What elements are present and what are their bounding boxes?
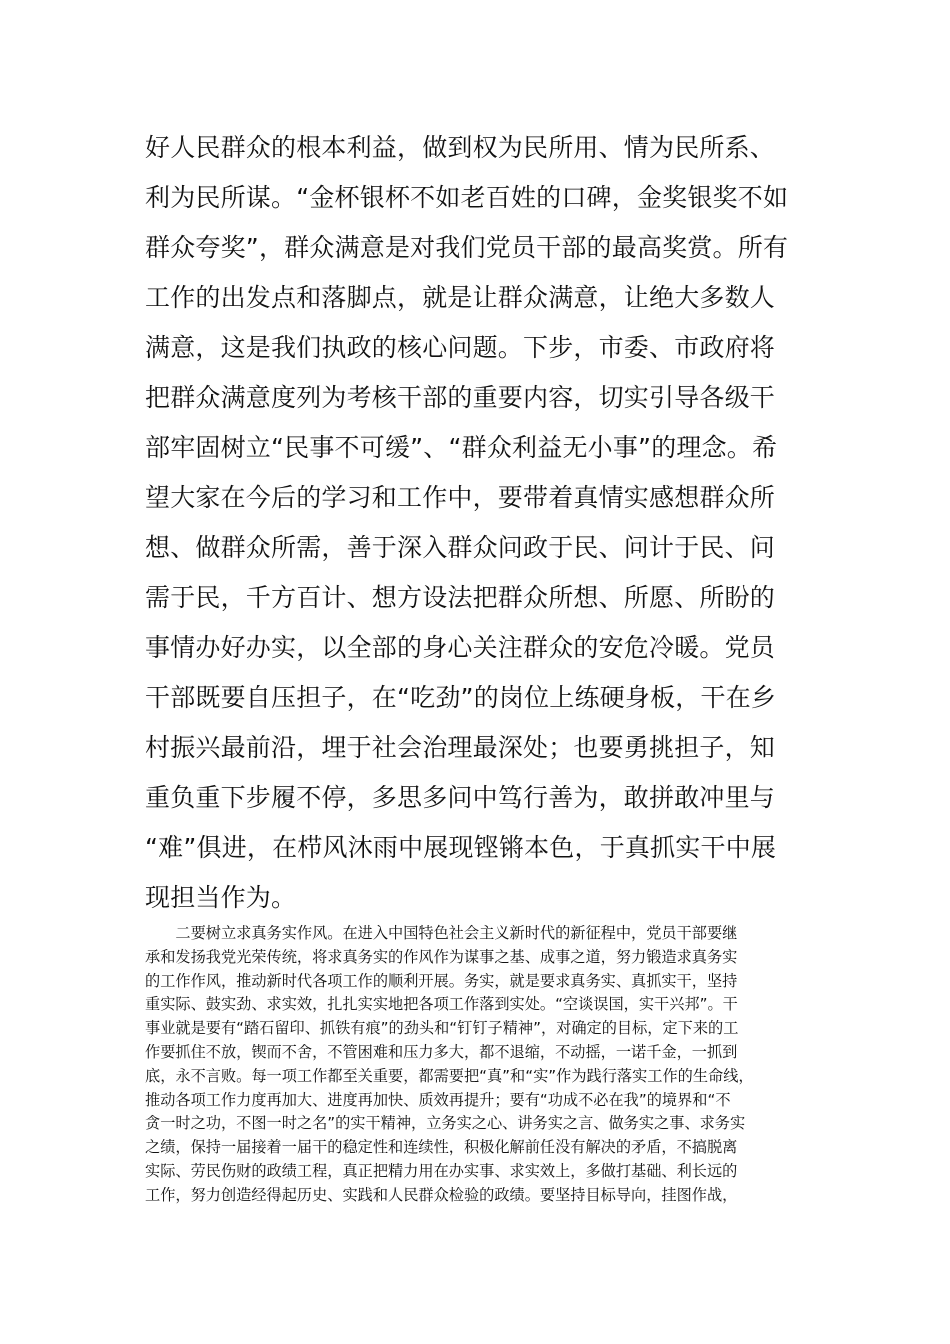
text-line: 想、做群众所需，善于深入群众问政于民、问计于民、问	[145, 533, 776, 562]
text-line: 作要抓住不放，锲而不舍，不管困难和压力多大，都不退缩，不动摇，一诺千金，一抓到	[145, 1042, 738, 1061]
text-line: 事业就是要有“踏石留印、抓铁有痕”的劲头和“钉钉子精神”，对确定的目标，定下来的工	[145, 1019, 739, 1038]
text-line: 利为民所谋。“金杯银杯不如老百姓的口碑，金奖银奖不如	[145, 183, 789, 212]
text-line: 现担当作为。	[145, 883, 297, 912]
text-line: 重实际、鼓实劲、求实效，扎扎实实地把各项工作落到实处。“空谈误国，实干兴邦”。干	[145, 995, 738, 1014]
text-line: “难”俱进，在栉风沐雨中展现铿锵本色，于真抓实干中展	[145, 833, 777, 862]
text-line: 承和发扬我党光荣传统，将求真务实的作风作为谋事之基、成事之道，努力锻造求真务实	[145, 947, 738, 966]
text-line: 满意，这是我们执政的核心问题。下步，市委、市政府将	[145, 333, 776, 362]
text-line: 重负重下步履不停，多思多问中笃行善为，敢拼敢冲里与	[145, 783, 776, 812]
text-line: 工作的出发点和落脚点，就是让群众满意，让绝大多数人	[145, 283, 776, 312]
text-line: 部牢固树立“民事不可缓”、“群众利益无小事”的理念。希	[145, 433, 778, 462]
text-line: 群众夸奖”，群众满意是对我们党员干部的最高奖赏。所有	[145, 233, 789, 262]
text-line: 好人民群众的根本利益，做到权为民所用、情为民所系、	[145, 133, 776, 162]
text-line: 推动各项工作力度再加大、进度再加快、质效再提升；要有“功成不必在我”的境界和“不	[145, 1090, 731, 1109]
text-line: 事情办好办实，以全部的身心关注群众的安危冷暖。党员	[145, 633, 776, 662]
text-line: 的工作作风，推动新时代各项工作的顺利开展。务实，就是要求真务实、真抓实干，坚持	[145, 971, 738, 990]
text-line: 之绩，保持一届接着一届干的稳定性和连续性，积极化解前任没有解决的矛盾，不搞脱离	[145, 1138, 738, 1157]
text-line: 望大家在今后的学习和工作中，要带着真情实感想群众所	[145, 483, 776, 512]
text-line: 贪一时之功，不图一时之名”的实干精神，立务实之心、讲务实之言、做务实之事、求务实	[145, 1114, 746, 1133]
paragraph-large-text	[145, 123, 825, 923]
text-line: 底，永不言败。每一项工作都至关重要，都需要把“真”和“实”作为践行落实工作的生命线，	[145, 1066, 754, 1085]
text-line: 干部既要自压担子，在“吃劲”的岗位上练硬身板，干在乡	[145, 683, 777, 712]
paragraph-small-text	[145, 922, 825, 1208]
text-line: 二要树立求真务实作风。在进入中国特色社会主义新时代的新征程中，党员干部要继	[145, 924, 738, 942]
text-line: 实际、劳民伤财的政绩工程，真正把精力用在办实事、求实效上，多做打基础、利长远的	[145, 1161, 738, 1180]
text-line: 工作，努力创造经得起历史、实践和人民群众检验的政绩。要坚持目标导向，挂图作战，	[145, 1185, 738, 1204]
text-line: 把群众满意度列为考核干部的重要内容，切实引导各级干	[145, 383, 776, 412]
text-line: 需于民，千方百计、想方设法把群众所想、所愿、所盼的	[145, 583, 776, 612]
text-line: 村振兴最前沿，埋于社会治理最深处；也要勇挑担子，知	[145, 733, 776, 762]
